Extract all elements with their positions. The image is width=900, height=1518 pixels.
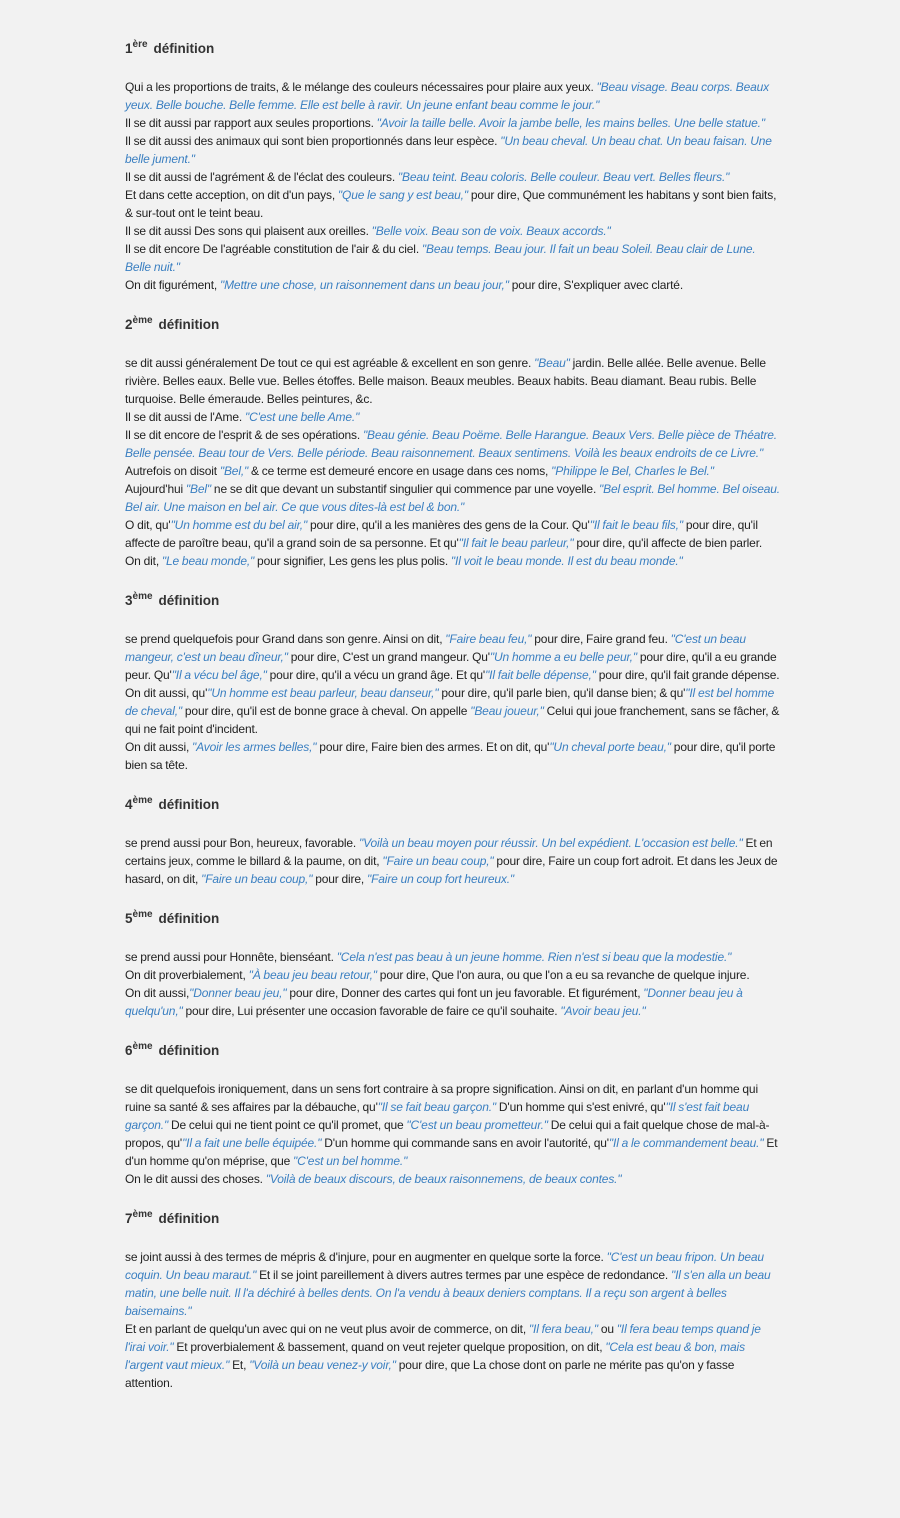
definition-text: pour dire, Faire bien des armes. Et on dit, qu': [316, 740, 550, 754]
definition-text: ne se dit que devant un substantif singulier qui commence par une voyelle.: [211, 482, 600, 496]
example-quote: "Philippe le Bel, Charles le Bel.": [551, 464, 714, 478]
example-quote: "Il fera beau temps quand je l'irai voir.": [125, 1322, 761, 1354]
example-quote: "Il s'est fait beau garçon.": [125, 1100, 750, 1132]
definition-heading: [125, 1208, 780, 1230]
definition-text: pour dire, Faire grand feu.: [531, 632, 671, 646]
definition-text: & ce terme est demeuré encore en usage dans ces noms,: [248, 464, 552, 478]
definition-text: pour dire, qu'il affecte de paroître beau, qu'il a grand soin de sa personne. Et qu': [125, 518, 758, 550]
definition-word: définition: [158, 1043, 220, 1058]
definition-paragraph: [125, 276, 780, 294]
definition-paragraph: [125, 1080, 780, 1170]
definition-word: définition: [158, 797, 220, 812]
definition-paragraph: [125, 984, 780, 1020]
definition-text: pour dire, qu'il affecte de bien parler.: [573, 536, 763, 550]
definition-text: On dit aussi, qu': [125, 686, 208, 700]
example-quote: "Voilà de beaux discours, de beaux raisonnemens, de beaux contes.": [265, 1172, 622, 1186]
definition-text: pour dire, que La chose dont on parle ne mérite pas qu'on y fasse attention.: [125, 1358, 735, 1390]
definition-paragraph: [125, 966, 780, 984]
definition-text: se dit quelquefois ironiquement, dans un sens fort contraire à sa propre signification. Ainsi on dit, en parlant d'un homme qui ruine sa santé & ses affaires par la débauche, qu': [125, 1082, 758, 1114]
definition-section: [125, 590, 780, 774]
definition-text: D'un homme qui s'est enivré, qu': [496, 1100, 666, 1114]
example-quote: "Il se fait beau garçon.": [377, 1100, 497, 1114]
definition-paragraph: [125, 426, 780, 462]
definition-text: pour dire, S'expliquer avec clarté.: [508, 278, 684, 292]
example-quote: "Un homme est beau parleur, beau danseur,": [207, 686, 439, 700]
definition-paragraph: [125, 168, 780, 186]
example-quote: "Voilà un beau moyen pour réussir. Un bel expédient. L'occasion est belle.": [358, 836, 743, 850]
definition-paragraph: [125, 480, 780, 516]
definition-text: se dit aussi généralement De tout ce qui est agréable & excellent en son genre.: [125, 356, 535, 370]
example-quote: "Donner beau jeu à quelqu'un,": [125, 986, 743, 1018]
example-quote: "Voilà un beau venez-y voir,": [249, 1358, 396, 1372]
definition-ordinal-suffix: ème: [132, 1040, 153, 1052]
definition-heading: [125, 794, 780, 816]
example-quote: "Il a vécu bel âge,": [171, 668, 267, 682]
definition-word: définition: [153, 41, 215, 56]
definition-text: Aujourd'hui: [125, 482, 186, 496]
example-quote: "Il fait belle dépense,": [485, 668, 596, 682]
definition-number: 2: [125, 317, 133, 332]
example-quote: "Avoir les armes belles,": [192, 740, 317, 754]
definition-paragraph: [125, 630, 780, 684]
definition-text: Et dans cette acception, on dit d'un pays,: [125, 188, 338, 202]
definition-section: [125, 314, 780, 570]
definition-paragraph: [125, 354, 780, 408]
definition-text: se prend aussi pour Honnête, bienséant.: [125, 950, 337, 964]
definition-ordinal-suffix: ère: [132, 38, 148, 50]
definition-text: Et proverbialement & bassement, quand on veut rejeter quelque proposition, on dit,: [173, 1340, 606, 1354]
example-quote: "Faire un coup fort heureux.": [366, 872, 515, 886]
definition-heading: [125, 1040, 780, 1062]
example-quote: "Faire un beau coup,": [382, 854, 494, 868]
example-quote: "À beau jeu beau retour,": [248, 968, 377, 982]
definition-body: [125, 834, 780, 888]
definition-text: pour dire, C'est un grand mangeur. Qu': [287, 650, 490, 664]
definition-paragraph: [125, 240, 780, 276]
example-quote: "Il a fait une belle équipée.": [182, 1136, 322, 1150]
definitions-list: [125, 24, 780, 1412]
example-quote: "C'est un beau mangeur, c'est un beau dîneur,": [125, 632, 746, 664]
definition-text: pour dire,: [312, 872, 367, 886]
definition-paragraph: [125, 516, 780, 552]
definition-ordinal-suffix: ème: [132, 908, 153, 920]
definition-paragraph: [125, 132, 780, 168]
example-quote: "Donner beau jeu,": [189, 986, 287, 1000]
definition-text: Il se dit aussi de l'agrément & de l'éclat des couleurs.: [125, 170, 398, 184]
definition-paragraph: [125, 552, 780, 570]
definition-text: D'un homme qui commande sans en avoir l'autorité, qu': [321, 1136, 609, 1150]
definition-paragraph: [125, 186, 780, 222]
definition-heading: [125, 908, 780, 930]
definition-number: 1: [125, 41, 133, 56]
example-quote: "Avoir la taille belle. Avoir la jambe belle, les mains belles. Une belle statue.": [376, 116, 765, 130]
definition-body: [125, 78, 780, 294]
definition-paragraph: [125, 462, 780, 480]
example-quote: "Cela n'est pas beau à un jeune homme. Rien n'est si beau que la modestie.": [336, 950, 732, 964]
definition-text: Qui a les proportions de traits, & le mélange des couleurs nécessaires pour plaire aux yeux.: [125, 80, 597, 94]
definition-text: pour dire, qu'il est de bonne grace à cheval. On appelle: [182, 704, 471, 718]
definition-text: On dit aussi,: [125, 986, 190, 1000]
definition-text: pour dire, qu'il porte bien sa tête.: [125, 740, 776, 772]
definition-word: définition: [158, 593, 220, 608]
definition-text: Autrefois on disoit: [125, 464, 220, 478]
definition-paragraph: [125, 222, 780, 240]
definition-text: se prend aussi pour Bon, heureux, favorable.: [125, 836, 359, 850]
definition-text: pour dire, Lui présenter une occasion favorable de faire ce qu'il souhaite.: [182, 1004, 561, 1018]
definition-ordinal-suffix: ème: [132, 1208, 153, 1220]
definition-text: pour dire, Que communément les habitans y sont bien faits, & sur-tout ont le teint beau.: [125, 188, 777, 220]
definition-paragraph: [125, 738, 780, 774]
example-quote: "Beau temps. Beau jour. Il fait un beau Soleil. Beau clair de Lune. Belle nuit.": [125, 242, 756, 274]
example-quote: "Belle voix. Beau son de voix. Beaux accords.": [371, 224, 611, 238]
definition-paragraph: [125, 114, 780, 132]
definition-text: Et d'un homme qu'on méprise, que: [125, 1136, 778, 1168]
definition-text: O dit, qu': [125, 518, 171, 532]
definition-text: pour dire, qu'il fait grande dépense.: [595, 668, 780, 682]
definition-text: On dit proverbialement,: [125, 968, 249, 982]
example-quote: "Cela est beau & bon, mais l'argent vaut mieux.": [125, 1340, 745, 1372]
example-quote: "Un homme a eu belle peur,": [489, 650, 637, 664]
definition-text: On dit figurément,: [125, 278, 220, 292]
definition-text: ou: [597, 1322, 617, 1336]
definition-text: On dit aussi,: [125, 740, 193, 754]
definition-section: [125, 794, 780, 888]
definition-heading: [125, 590, 780, 612]
example-quote: "Bel,": [219, 464, 249, 478]
definition-number: 7: [125, 1211, 133, 1226]
definition-text: Il se dit aussi des animaux qui sont bien proportionnés dans leur espèce.: [125, 134, 501, 148]
definition-text: On le dit aussi des choses.: [125, 1172, 266, 1186]
example-quote: "Beau génie. Beau Poëme. Belle Harangue. Beaux Vers. Belle pièce de Théatre. Belle pensée. Beau tour de Vers. Belle période. Beau raisonnement. Beaux sentimens. Voilà les beaux endroits de ce Livre.": [125, 428, 777, 460]
example-quote: "Il fait le beau parleur,": [458, 536, 574, 550]
definition-text: Il se dit aussi par rapport aux seules proportions.: [125, 116, 377, 130]
definition-section: [125, 1040, 780, 1188]
definition-text: jardin. Belle allée. Belle avenue. Belle rivière. Belles eaux. Belle vue. Belles étoffes. Belle maison. Beaux meubles. Beaux habits. Beau diamant. Beau rubis. Belle turquoise. Belle émeraude. Belles peintures, &c.: [125, 356, 766, 406]
definition-body: [125, 1248, 780, 1392]
example-quote: "Beau visage. Beau corps. Beaux yeux. Belle bouche. Belle femme. Elle est belle à ravir. Un jeune enfant beau comme le jour.": [125, 80, 770, 112]
example-quote: "Bel": [185, 482, 212, 496]
definition-number: 4: [125, 797, 133, 812]
definition-text: Et,: [229, 1358, 250, 1372]
definition-text: pour dire, qu'il a les manières des gens de la Cour. Qu': [307, 518, 590, 532]
definition-section: [125, 908, 780, 1020]
definition-text: Il se dit aussi Des sons qui plaisent aux oreilles.: [125, 224, 372, 238]
example-quote: "Faire un beau coup,": [201, 872, 313, 886]
definition-ordinal-suffix: ème: [132, 314, 153, 326]
definition-number: 6: [125, 1043, 133, 1058]
definition-body: [125, 354, 780, 570]
example-quote: "Beau joueur,": [470, 704, 544, 718]
definition-word: définition: [158, 911, 220, 926]
definition-text: On dit,: [125, 554, 162, 568]
definition-body: [125, 630, 780, 774]
definition-ordinal-suffix: ème: [132, 590, 153, 602]
definition-number: 5: [125, 911, 133, 926]
example-quote: "Il est bel homme de cheval,": [125, 686, 775, 718]
definition-word: définition: [158, 317, 220, 332]
definition-text: Celui qui joue franchement, sans se fâcher, & qui ne fait point d'incident.: [125, 704, 780, 736]
example-quote: "Beau teint. Beau coloris. Belle couleur. Beau vert. Belles fleurs.": [397, 170, 730, 184]
example-quote: "Il a le commandement beau.": [608, 1136, 764, 1150]
definition-text: pour dire, Donner des cartes qui font un jeu favorable. Et figurément,: [286, 986, 644, 1000]
example-quote: "Mettre une chose, un raisonnement dans un beau jour,": [219, 278, 509, 292]
example-quote: "Faire beau feu,": [445, 632, 532, 646]
example-quote: "Beau": [534, 356, 570, 370]
definition-paragraph: [125, 684, 780, 738]
example-quote: "C'est un beau prometteur.": [406, 1118, 548, 1132]
definition-text: se joint aussi à des termes de mépris & d'injure, pour en augmenter en quelque sorte la force.: [125, 1250, 607, 1264]
definition-text: pour signifier, Les gens les plus polis.: [254, 554, 451, 568]
definition-text: Il se dit aussi de l'Ame.: [125, 410, 245, 424]
definition-number: 3: [125, 593, 133, 608]
definition-text: pour dire, qu'il a vécu un grand âge. Et qu': [266, 668, 486, 682]
example-quote: "C'est une belle Ame.": [244, 410, 360, 424]
definition-text: De celui qui ne tient point ce qu'il promet, que: [168, 1118, 407, 1132]
definition-text: Et il se joint pareillement à divers autres termes par une espèce de redondance.: [256, 1268, 671, 1282]
example-quote: "Il s'en alla un beau matin, une belle nuit. Il l'a déchiré à belles dents. On l'a vendu à beaux deniers comptans. Il a reçu son argent à belles baisemains.": [125, 1268, 771, 1318]
example-quote: "Le beau monde,": [161, 554, 255, 568]
example-quote: "C'est un bel homme.": [293, 1154, 408, 1168]
definition-text: pour dire, Que l'on aura, ou que l'on a eu sa revanche de quelque injure.: [376, 968, 750, 982]
definition-paragraph: [125, 78, 780, 114]
definition-section: [125, 38, 780, 294]
example-quote: "Il fait le beau fils,": [589, 518, 683, 532]
example-quote: "Que le sang y est beau,": [337, 188, 468, 202]
definition-section: [125, 1208, 780, 1392]
definition-text: pour dire, qu'il a eu grande peur. Qu': [125, 650, 777, 682]
definition-text: Il se dit encore de l'esprit & de ses opérations.: [125, 428, 363, 442]
definition-text: pour dire, qu'il parle bien, qu'il danse bien; & qu': [438, 686, 686, 700]
definition-word: définition: [158, 1211, 220, 1226]
definition-heading: [125, 38, 780, 60]
example-quote: "Un beau cheval. Un beau chat. Un beau faisan. Une belle jument.": [125, 134, 772, 166]
definition-ordinal-suffix: ème: [132, 794, 153, 806]
example-quote: "C'est un beau fripon. Un beau coquin. Un beau maraut.": [125, 1250, 764, 1282]
definition-heading: [125, 314, 780, 336]
definition-text: Et en parlant de quelqu'un avec qui on ne veut plus avoir de commerce, on dit,: [125, 1322, 529, 1336]
example-quote: "Il fera beau,": [528, 1322, 598, 1336]
definition-paragraph: [125, 408, 780, 426]
example-quote: "Un homme est du bel air,": [170, 518, 308, 532]
definition-paragraph: [125, 834, 780, 888]
definition-paragraph: [125, 1170, 780, 1188]
definition-body: [125, 1080, 780, 1188]
definition-text: Il se dit encore De l'agréable constitution de l'air & du ciel.: [125, 242, 422, 256]
example-quote: "Il voit le beau monde. Il est du beau monde.": [450, 554, 683, 568]
definition-text: Et en certains jeux, comme le billard & la paume, on dit,: [125, 836, 773, 868]
definition-text: pour dire, Faire un coup fort adroit. Et dans les Jeux de hasard, on dit,: [125, 854, 778, 886]
definition-paragraph: [125, 948, 780, 966]
definition-paragraph: [125, 1248, 780, 1320]
definition-text: De celui qui a fait quelque chose de mal-à-propos, qu': [125, 1118, 770, 1150]
definition-paragraph: [125, 1320, 780, 1392]
example-quote: "Avoir beau jeu.": [560, 1004, 646, 1018]
example-quote: "Bel esprit. Bel homme. Bel oiseau. Bel air. Une maison en bel air. Ce que vous dites-là est bel & bon.": [125, 482, 780, 514]
definition-body: [125, 948, 780, 1020]
definition-text: se prend quelquefois pour Grand dans son genre. Ainsi on dit,: [125, 632, 446, 646]
example-quote: "Un cheval porte beau,": [549, 740, 671, 754]
